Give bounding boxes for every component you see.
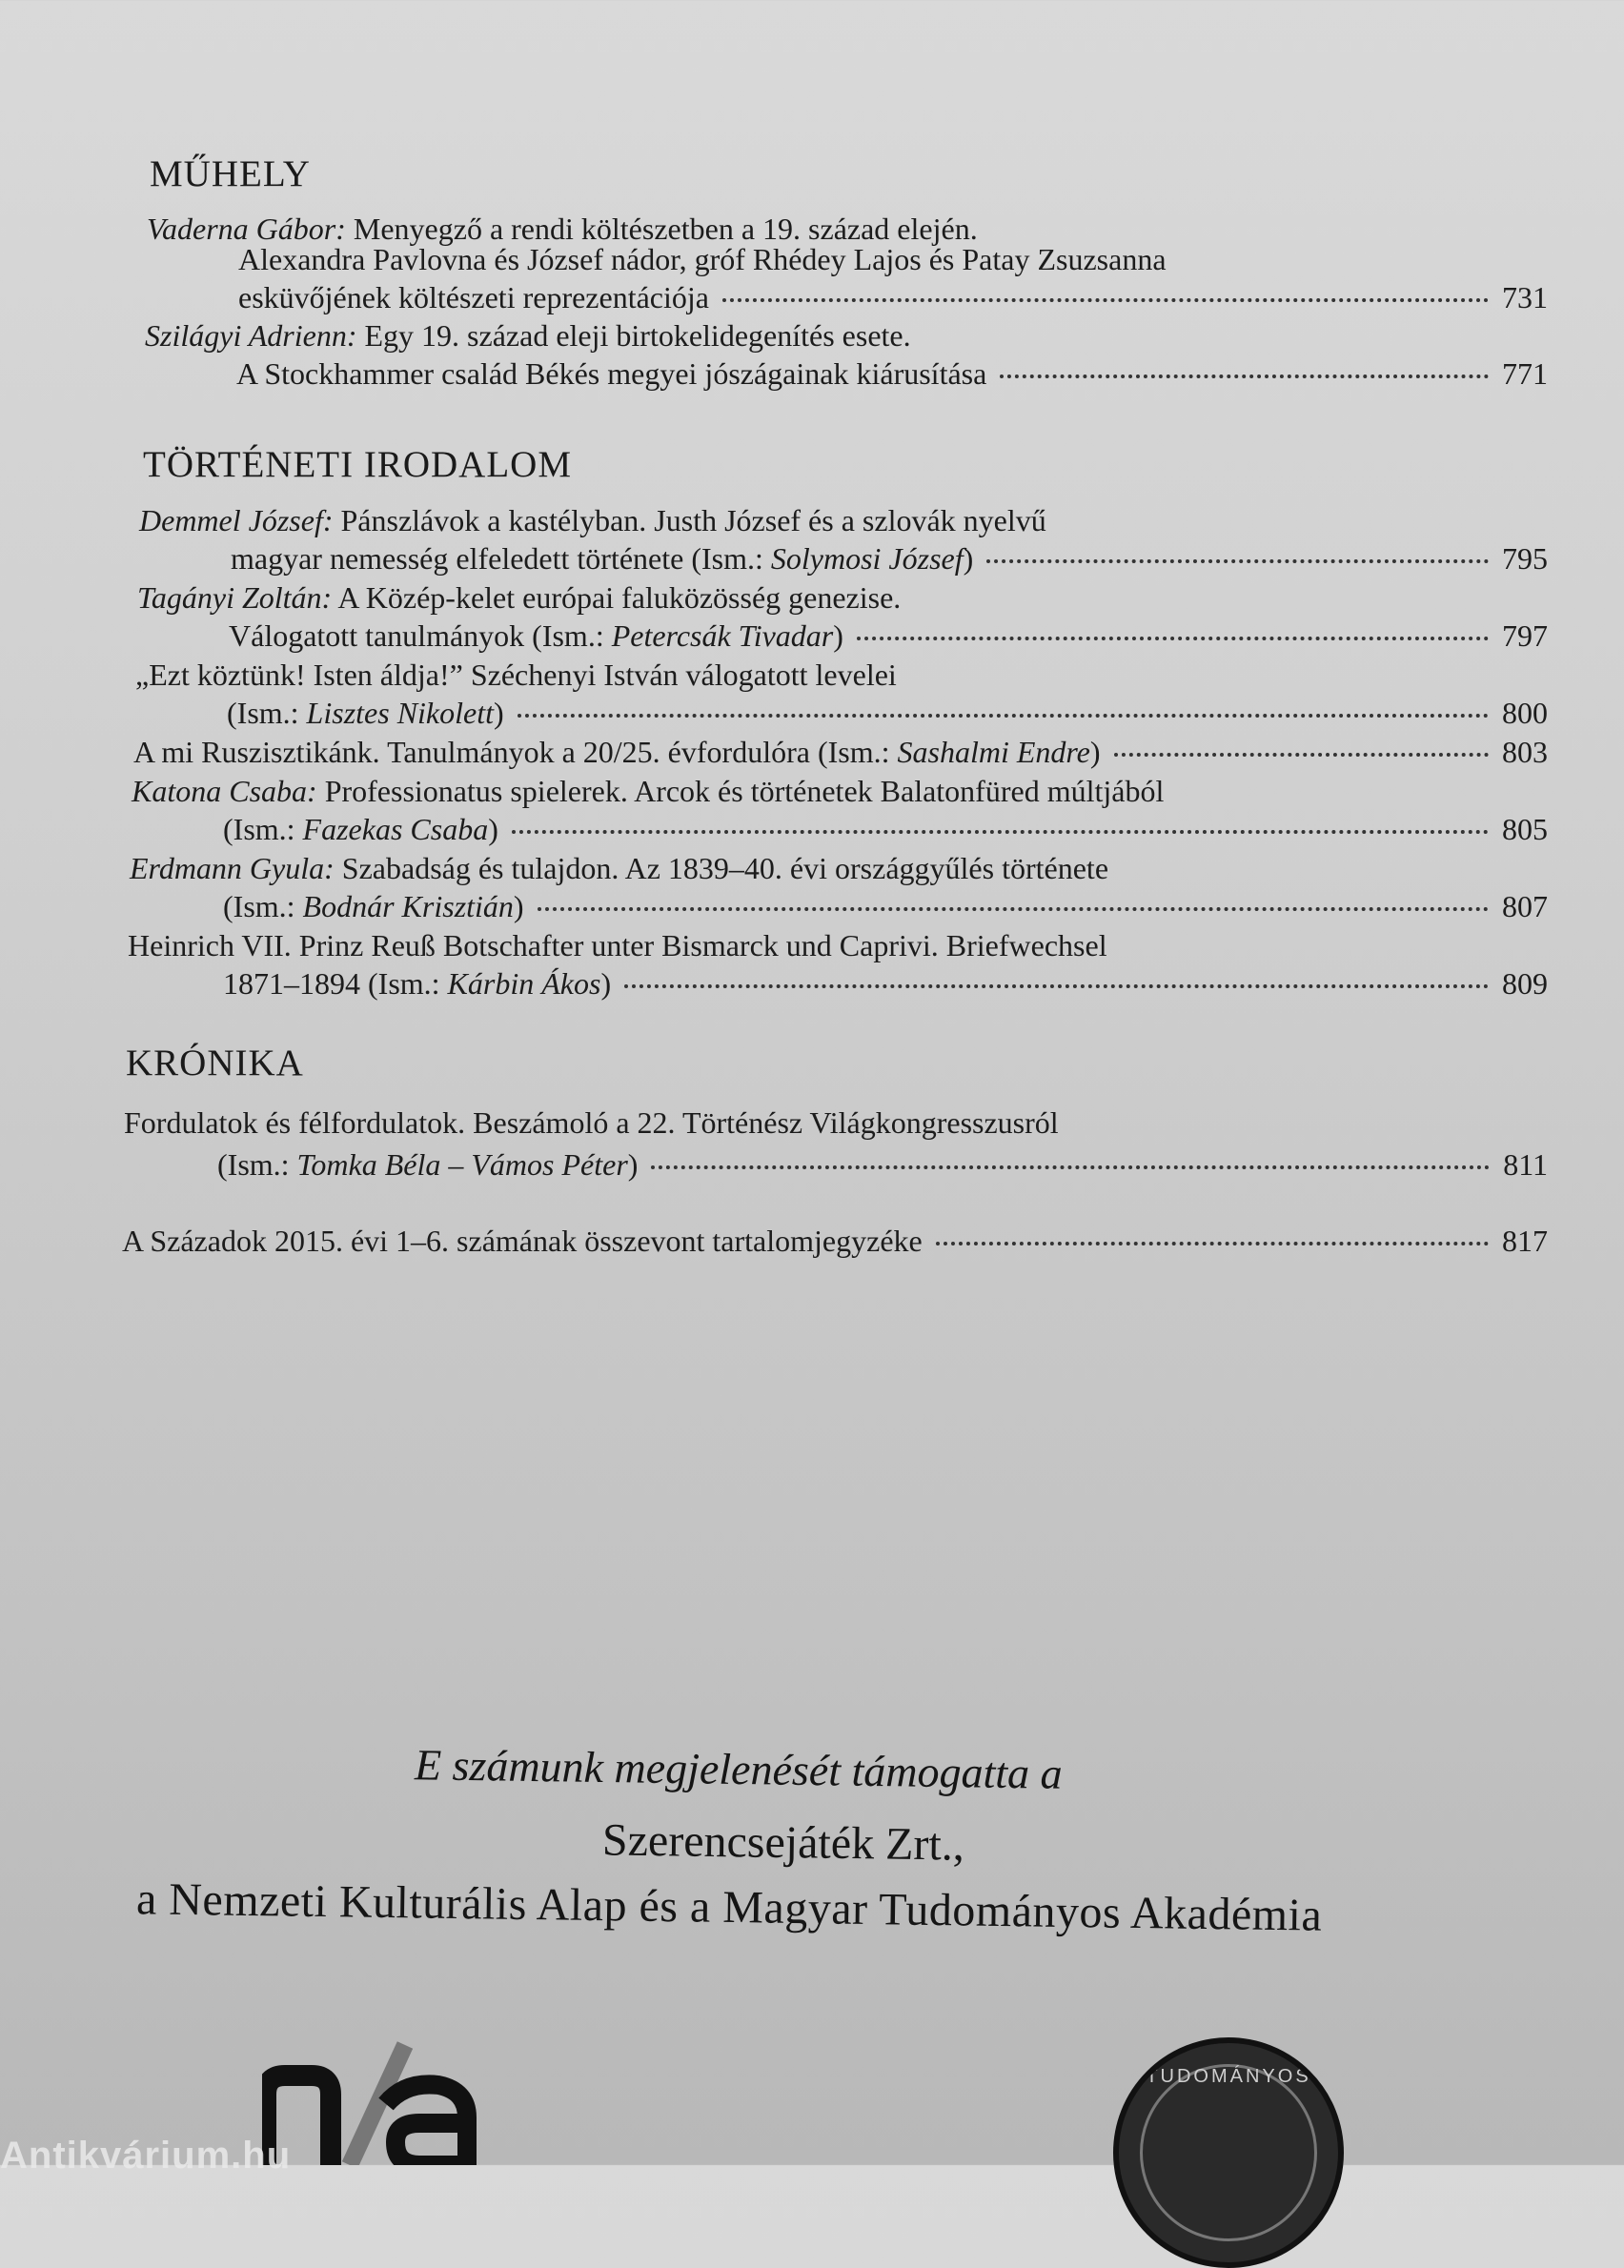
sponsor-line-3: a Nemzeti Kulturális Alap és a Magyar Tudományos Akadémia	[135, 1873, 1323, 1941]
paren: )	[627, 1147, 639, 1182]
page-number: 795	[1502, 541, 1548, 576]
section-title-muhely: MŰHELY	[150, 153, 311, 194]
entry-title: Pánszlávok a kastélyban. Justh József és a szlovák nyelvű	[340, 503, 1046, 537]
leader-dots	[624, 983, 1489, 988]
sponsor-line-2: Szerencsejáték Zrt.,	[601, 1814, 965, 1871]
paren: )	[1089, 735, 1101, 769]
page-number: 807	[1502, 889, 1548, 923]
paren: )	[488, 812, 498, 846]
entry-title: A mi Ruszisztikánk. Tanulmányok a 20/25. évfordulóra (Ism.:	[133, 735, 898, 769]
leader-dots	[1000, 374, 1489, 378]
entry-title: „Ezt köztünk! Isten áldja!” Széchenyi István válogatott levelei	[135, 658, 897, 692]
leader-dots	[986, 558, 1489, 563]
page-number: 803	[1502, 735, 1548, 769]
paren: )	[833, 618, 843, 653]
entry-title-cont: (Ism.:	[217, 1147, 297, 1182]
watermark: Antikvárium.hu	[0, 2135, 292, 2177]
nka-logo	[262, 2037, 477, 2165]
section-title-kronika: KRÓNIKA	[126, 1043, 304, 1083]
entry-title: A Századok 2015. évi 1–6. számának összevont tartalomjegyzéke	[122, 1224, 923, 1258]
paren: )	[600, 966, 612, 1001]
page-number: 817	[1502, 1224, 1548, 1258]
entry-title-cont: 1871–1894 (Ism.:	[223, 966, 448, 1001]
page-number: 771	[1502, 356, 1548, 391]
entry-title: Szabadság és tulajdon. Az 1839–40. évi országgyűlés története	[341, 851, 1109, 885]
page-number: 800	[1502, 696, 1548, 730]
sponsor-line-1: E számunk megjelenését támogatta a	[414, 1740, 1063, 1798]
seal-ring	[1140, 2064, 1317, 2241]
seal-text: TUDOMÁNYOS	[1146, 2066, 1311, 2087]
leader-dots	[936, 1241, 1489, 1245]
entry-title: Heinrich VII. Prinz Reuß Botschafter unter Bismarck und Caprivi. Briefwechsel	[128, 928, 1107, 962]
paren: )	[963, 541, 974, 576]
entry-author: Szilágyi Adrienn:	[145, 318, 357, 353]
reviewer: Kárbin Ákos	[447, 966, 601, 1001]
entry-title-cont: A Stockhammer család Békés megyei jószágainak kiárusítása	[236, 356, 987, 391]
entry-title-cont: (Ism.:	[223, 889, 303, 923]
reviewer: Tomka Béla – Vámos Péter	[296, 1147, 628, 1182]
entry-title: Professionatus spielerek. Arcok és történetek Balatonfüred múltjából	[324, 774, 1165, 808]
entry-author: Erdmann Gyula:	[130, 851, 335, 885]
entry-author: Katona Csaba:	[132, 774, 317, 808]
entry-title-cont: magyar nemesség elfeledett története (Ism.:	[231, 541, 771, 576]
page-number: 797	[1502, 618, 1548, 653]
reviewer: Lisztes Nikolett	[306, 696, 494, 730]
reviewer: Bodnár Krisztián	[302, 889, 514, 923]
entry-author: Vaderna Gábor:	[147, 212, 346, 246]
entry-title-cont: (Ism.:	[227, 696, 307, 730]
entry-title-cont: esküvőjének költészeti reprezentációja	[238, 280, 709, 314]
entry-author: Tagányi Zoltán:	[137, 580, 333, 615]
reviewer: Fazekas Csaba	[302, 812, 489, 846]
section-title-torteneti-irodalom: TÖRTÉNETI IRODALOM	[143, 444, 573, 485]
entry-title-cont: Alexandra Pavlovna és József nádor, gróf Rhédey Lajos és Patay Zsuzsanna	[238, 242, 1167, 276]
page-number: 811	[1503, 1147, 1548, 1182]
page-number: 809	[1502, 966, 1548, 1001]
leader-dots	[722, 297, 1489, 302]
entry-title: Menyegző a rendi költészetben a 19. század elején.	[353, 212, 978, 246]
page-number: 805	[1502, 812, 1548, 846]
leader-dots	[1114, 752, 1490, 757]
entry-title-cont: (Ism.:	[223, 812, 303, 846]
leader-dots	[538, 906, 1489, 911]
entry-title: A Közép-kelet európai faluközösség genezise.	[337, 580, 902, 615]
reviewer: Solymosi József	[770, 541, 964, 576]
entry-title: Egy 19. század eleji birtokelidegenítés esete.	[364, 318, 911, 353]
paren: )	[513, 889, 524, 923]
leader-dots	[512, 829, 1489, 834]
leader-dots	[518, 713, 1489, 718]
leader-dots	[857, 636, 1489, 640]
page-number: 731	[1502, 280, 1548, 314]
entry-author: Demmel József:	[139, 503, 334, 537]
academy-seal-logo	[1113, 2037, 1344, 2268]
paren: )	[494, 696, 504, 730]
nka-logo-icon	[262, 2037, 477, 2165]
entry-title-cont: Válogatott tanulmányok (Ism.:	[229, 618, 612, 653]
entry-title: Fordulatok és félfordulatok. Beszámoló a 22. Történész Világkongresszusról	[124, 1105, 1059, 1140]
leader-dots	[651, 1164, 1490, 1169]
reviewer: Petercsák Tivadar	[611, 618, 834, 653]
reviewer: Sashalmi Endre	[897, 735, 1090, 769]
